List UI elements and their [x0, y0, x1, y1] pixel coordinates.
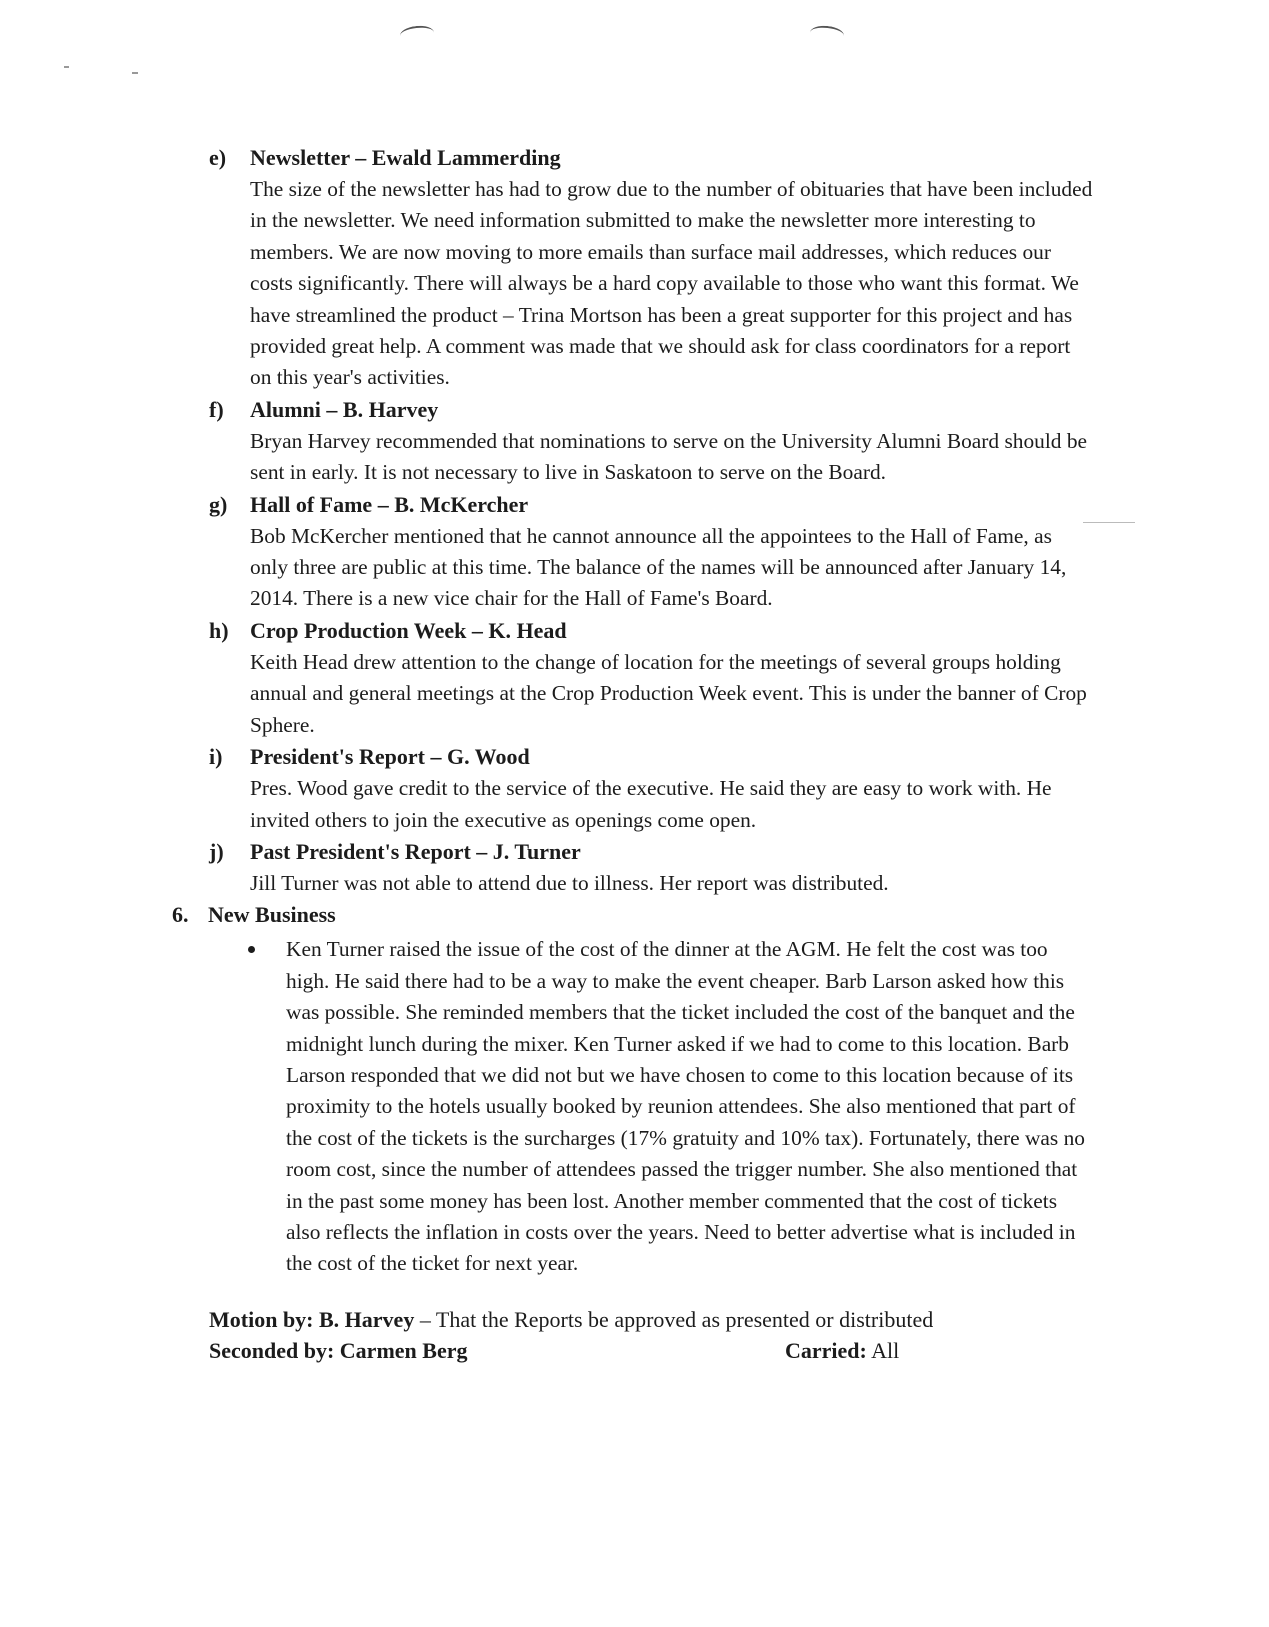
item-letter: g)	[209, 491, 228, 517]
item-heading: Alumni – B. Harvey	[250, 396, 439, 422]
scan-speck	[132, 72, 138, 74]
carried-status	[785, 1335, 899, 1366]
item-text: Pres. Wood gave credit to the service of the executive. He said they are easy to work with. He invited others to join the executive as openings come open.	[250, 776, 1052, 832]
carried-label: Carried:	[785, 1337, 867, 1363]
motion-block	[209, 1304, 1109, 1366]
item-letter: e)	[209, 145, 227, 170]
seconded-label: Seconded by:	[209, 1337, 335, 1363]
item-text: Bob McKercher mentioned that he cannot announce all the appointees to the Hall of Fame, as only three are public at this time. The balance of the names will be announced after January 14, 2014. There is a new vice chair for the Hall of Fame's Board.	[250, 523, 1067, 611]
seconder: Carmen Berg	[339, 1337, 468, 1363]
item-letter: h)	[209, 617, 229, 643]
report-item-alumni	[209, 394, 1109, 489]
motion-mover: B. Harvey	[319, 1306, 415, 1332]
bullet-text: Ken Turner raised the issue of the cost of the dinner at the AGM. He felt the cost was too high. He said there had to be a way to make the event cheaper. Barb Larson asked how this was possible. She reminded members that the ticket included the cost of the banquet and the midnight lunch during the mixer. Ken Turner asked if we had to come to this location. Barb Larson responded that we did not but we have chosen to come to this location because of its proximity to the hotels usually booked by reunion attendees. She also mentioned that part of the cost of the tickets is the surcharges (17% gratuity and 10% tax). Fortunately, there was no room cost, since the number of attendees passed the trigger number. She also mentioned that in the past some money has been lost. Another member commented that the cost of tickets also reflects the inflation in costs over the years. Need to better advertise what is included in the cost of the ticket for next year.	[286, 937, 1085, 1276]
staple-mark	[809, 24, 844, 43]
staple-mark	[399, 24, 434, 43]
scan-speck	[64, 66, 69, 68]
item-heading: Past President's Report – J. Turner	[250, 838, 581, 864]
item-letter: f)	[209, 396, 224, 422]
carried-value: All	[871, 1337, 900, 1363]
item-letter: j)	[209, 838, 224, 864]
item-heading: President's Report – G. Wood	[250, 744, 530, 770]
item-heading: Hall of Fame – B. McKercher	[250, 491, 529, 517]
item-heading: Crop Production Week – K. Head	[250, 617, 567, 643]
item-text: Bryan Harvey recommended that nominations to serve on the University Alumni Board should be sent in early. It is not necessary to live in Saskatoon to serve on the Board.	[250, 428, 1088, 485]
item-text: The size of the newsletter has had to grow due to the number of obituaries that have been included in the newsletter. We need information submitted to make the newsletter more interesting to members. We are now moving to more emails than surface mail addresses, which reduces our costs significantly. There will always be a hard copy available to those who want this format. We have streamlined the product – Trina Mortson has been a great supporter for this project and has provided great help. A comment was made that we should ask for class coordinators for a report on this year's activities.	[250, 177, 1093, 390]
report-item-newsletter	[209, 142, 1109, 394]
item-heading: Newsletter – Ewald Lammerding	[250, 145, 561, 170]
item-text: Jill Turner was not able to attend due to illness. Her report was distributed.	[250, 870, 889, 895]
section-heading: New Business	[208, 902, 336, 928]
motion-label: Motion by:	[209, 1306, 314, 1332]
report-item-past-presidents-report	[209, 836, 1109, 899]
report-item-hall-of-fame	[209, 489, 1109, 615]
minutes-content	[0, 142, 1269, 1366]
motion-line	[209, 1304, 1109, 1335]
section-number: 6.	[172, 902, 189, 928]
report-item-presidents-report	[209, 741, 1109, 836]
report-item-crop-production-week	[209, 615, 1109, 741]
new-business-section	[172, 899, 1269, 931]
item-letter: i)	[209, 744, 223, 770]
seconded-line	[209, 1335, 1109, 1366]
new-business-bullet	[248, 934, 1098, 1279]
bullet-icon	[248, 946, 255, 953]
motion-text: – That the Reports be approved as presented or distributed	[419, 1306, 934, 1332]
item-text: Keith Head drew attention to the change of location for the meetings of several groups holding annual and general meetings at the Crop Production Week event. This is under the banner of Crop Sphere.	[250, 649, 1087, 737]
